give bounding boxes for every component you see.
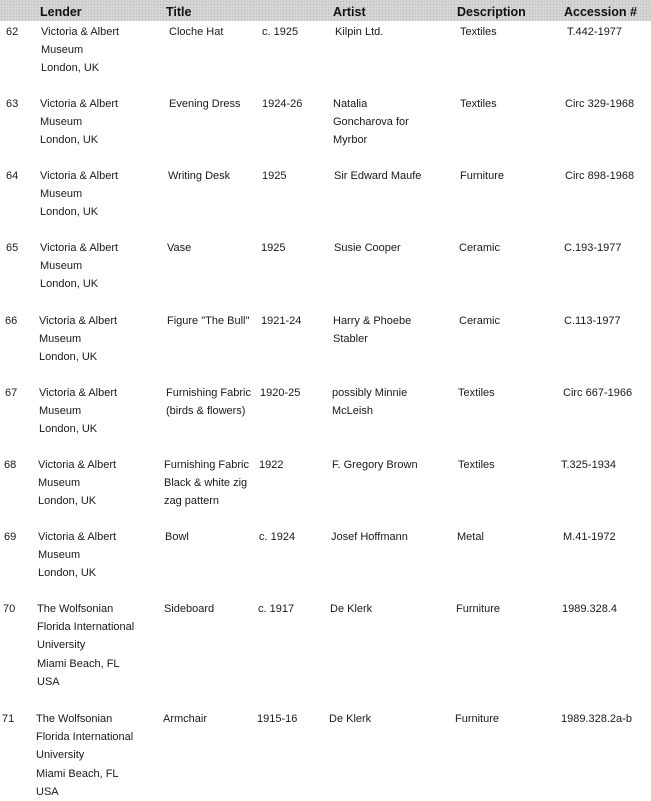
cell-line: Miami Beach, FL <box>36 767 119 780</box>
cell-line: Victoria & Albert <box>38 459 117 471</box>
cell-line: Florida International <box>36 731 134 744</box>
cell-date: 1915-16 <box>257 713 298 725</box>
cell-date: 1922 <box>259 459 284 471</box>
cell-line: Museum <box>38 477 81 490</box>
cell-line: Museum <box>40 260 83 273</box>
cell-lender <box>39 312 117 367</box>
cell-accession: 1989.328.2a-b <box>561 713 632 725</box>
cell-line: London, UK <box>40 206 99 219</box>
cell-line: London, UK <box>39 351 98 364</box>
cell-line: Victoria & Albert <box>40 170 119 182</box>
header-artist: Artist <box>333 5 366 19</box>
cell-description: Textiles <box>460 98 497 110</box>
cell-date: 1925 <box>262 170 287 182</box>
cell-line: Writing Desk <box>168 170 231 182</box>
cell-lender <box>38 528 116 583</box>
cell-artist <box>332 384 407 420</box>
cell-lender <box>39 384 117 439</box>
cell-title <box>165 528 189 546</box>
cell-line: De Klerk <box>329 713 372 725</box>
cell-line: Harry & Phoebe <box>333 315 412 327</box>
cell-line: Sideboard <box>164 603 215 615</box>
cell-line: London, UK <box>40 134 99 147</box>
cell-line: London, UK <box>41 62 100 75</box>
cell-line: Museum <box>39 405 82 418</box>
cell-line: Natalia <box>333 98 368 110</box>
cell-num: 66 <box>5 315 18 327</box>
cell-artist <box>333 95 409 150</box>
cell-line: Kilpin Ltd. <box>335 26 384 38</box>
cell-accession: Circ 329-1968 <box>565 98 635 110</box>
cell-line: Victoria & Albert <box>39 315 118 327</box>
cell-artist <box>329 710 371 728</box>
cell-line: Museum <box>39 333 82 346</box>
cell-lender <box>37 600 134 691</box>
cell-lender <box>40 95 118 150</box>
cell-date: 1925 <box>261 242 286 254</box>
cell-line: Victoria & Albert <box>40 98 119 110</box>
cell-lender <box>38 456 116 511</box>
cell-line: Bowl <box>165 531 189 543</box>
cell-line: London, UK <box>38 567 97 580</box>
cell-title <box>164 456 249 511</box>
cell-artist <box>330 600 372 618</box>
cell-num: 68 <box>4 459 17 471</box>
cell-num: 64 <box>6 170 19 182</box>
cell-line: Black & white zig <box>164 477 248 490</box>
cell-num: 62 <box>6 26 19 38</box>
cell-title <box>167 239 191 257</box>
cell-num: 65 <box>6 242 19 254</box>
cell-date: 1920-25 <box>260 387 301 399</box>
cell-line: Victoria & Albert <box>40 242 119 254</box>
cell-artist <box>334 167 421 185</box>
cell-description: Furniture <box>455 713 500 725</box>
cell-line: London, UK <box>40 278 99 291</box>
cell-accession: C.193-1977 <box>564 242 622 254</box>
cell-line: Museum <box>40 188 83 201</box>
cell-line: Miami Beach, FL <box>37 657 120 670</box>
cell-line: Victoria & Albert <box>39 387 118 399</box>
cell-date: c. 1924 <box>259 531 296 543</box>
cell-line: Vase <box>167 242 192 254</box>
cell-artist <box>333 312 411 348</box>
cell-description: Ceramic <box>459 242 500 254</box>
cell-accession: 1989.328.4 <box>562 603 618 615</box>
cell-title <box>166 384 251 420</box>
cell-line: Josef Hoffmann <box>331 531 408 543</box>
cell-line: London, UK <box>38 495 97 508</box>
cell-artist <box>335 23 383 41</box>
cell-lender <box>40 239 118 294</box>
cell-accession: T.442-1977 <box>567 26 623 38</box>
cell-date: c. 1925 <box>262 26 299 38</box>
cell-title <box>169 23 223 41</box>
cell-description: Textiles <box>458 459 495 471</box>
cell-line: The Wolfsonian <box>36 713 113 725</box>
cell-num: 71 <box>2 713 15 725</box>
cell-line: (birds & flowers) <box>166 405 246 418</box>
cell-line: Florida International <box>37 621 135 634</box>
cell-line: USA <box>37 675 60 688</box>
cell-line: Cloche Hat <box>169 26 224 38</box>
cell-line: Goncharova for <box>333 116 409 129</box>
cell-lender <box>40 167 118 222</box>
cell-artist <box>332 456 418 474</box>
cell-line: Museum <box>40 116 83 129</box>
cell-accession: C.113-1977 <box>564 315 621 327</box>
cell-line: Evening Dress <box>169 98 241 110</box>
cell-line: Armchair <box>163 713 208 725</box>
cell-line: Museum <box>38 549 81 562</box>
cell-date: 1924-26 <box>262 98 303 110</box>
cell-lender <box>41 23 119 78</box>
cell-line: zag pattern <box>164 495 220 508</box>
cell-line: Myrbor <box>333 134 368 147</box>
cell-line: Victoria & Albert <box>38 531 117 543</box>
cell-line: Figure "The Bull" <box>167 315 250 327</box>
cell-line: F. Gregory Brown <box>332 459 418 471</box>
cell-line: Victoria & Albert <box>41 26 120 38</box>
cell-line: possibly Minnie <box>332 387 408 399</box>
cell-accession: Circ 667-1966 <box>563 387 633 399</box>
cell-title <box>167 312 249 330</box>
cell-description: Furniture <box>460 170 505 182</box>
cell-title <box>163 710 207 728</box>
cell-title <box>164 600 214 618</box>
cell-lender <box>36 710 133 801</box>
cell-date: 1921-24 <box>261 315 302 327</box>
header-accession: Accession # <box>564 5 637 19</box>
cell-line: University <box>37 639 86 652</box>
table-header <box>0 0 651 21</box>
cell-accession: M.41-1972 <box>563 531 616 543</box>
cell-line: Furnishing Fabric <box>166 387 251 399</box>
cell-line: Sir Edward Maufe <box>334 170 422 182</box>
cell-description: Textiles <box>458 387 495 399</box>
cell-artist <box>334 239 401 257</box>
header-description: Description <box>457 5 526 19</box>
cell-description: Furniture <box>456 603 501 615</box>
header-title: Title <box>166 5 192 19</box>
cell-description: Textiles <box>460 26 497 38</box>
cell-title <box>169 95 241 113</box>
cell-line: Museum <box>41 44 84 57</box>
cell-artist <box>331 528 408 546</box>
cell-num: 70 <box>3 603 16 615</box>
cell-accession: Circ 898-1968 <box>565 170 635 182</box>
cell-date: c. 1917 <box>258 603 295 615</box>
cell-line: The Wolfsonian <box>37 603 114 615</box>
cell-line: Susie Cooper <box>334 242 401 254</box>
cell-line: McLeish <box>332 405 373 418</box>
cell-line: Stabler <box>333 333 368 346</box>
cell-line: De Klerk <box>330 603 373 615</box>
cell-num: 63 <box>6 98 19 110</box>
cell-description: Ceramic <box>459 315 500 327</box>
cell-num: 69 <box>4 531 17 543</box>
cell-line: USA <box>36 785 59 798</box>
cell-accession: T.325-1934 <box>561 459 617 471</box>
cell-description: Metal <box>457 531 484 543</box>
cell-line: Furnishing Fabric <box>164 459 249 471</box>
header-lender: Lender <box>40 5 82 19</box>
cell-title <box>168 167 230 185</box>
cell-num: 67 <box>5 387 18 399</box>
cell-line: University <box>36 749 85 762</box>
cell-line: London, UK <box>39 423 98 436</box>
